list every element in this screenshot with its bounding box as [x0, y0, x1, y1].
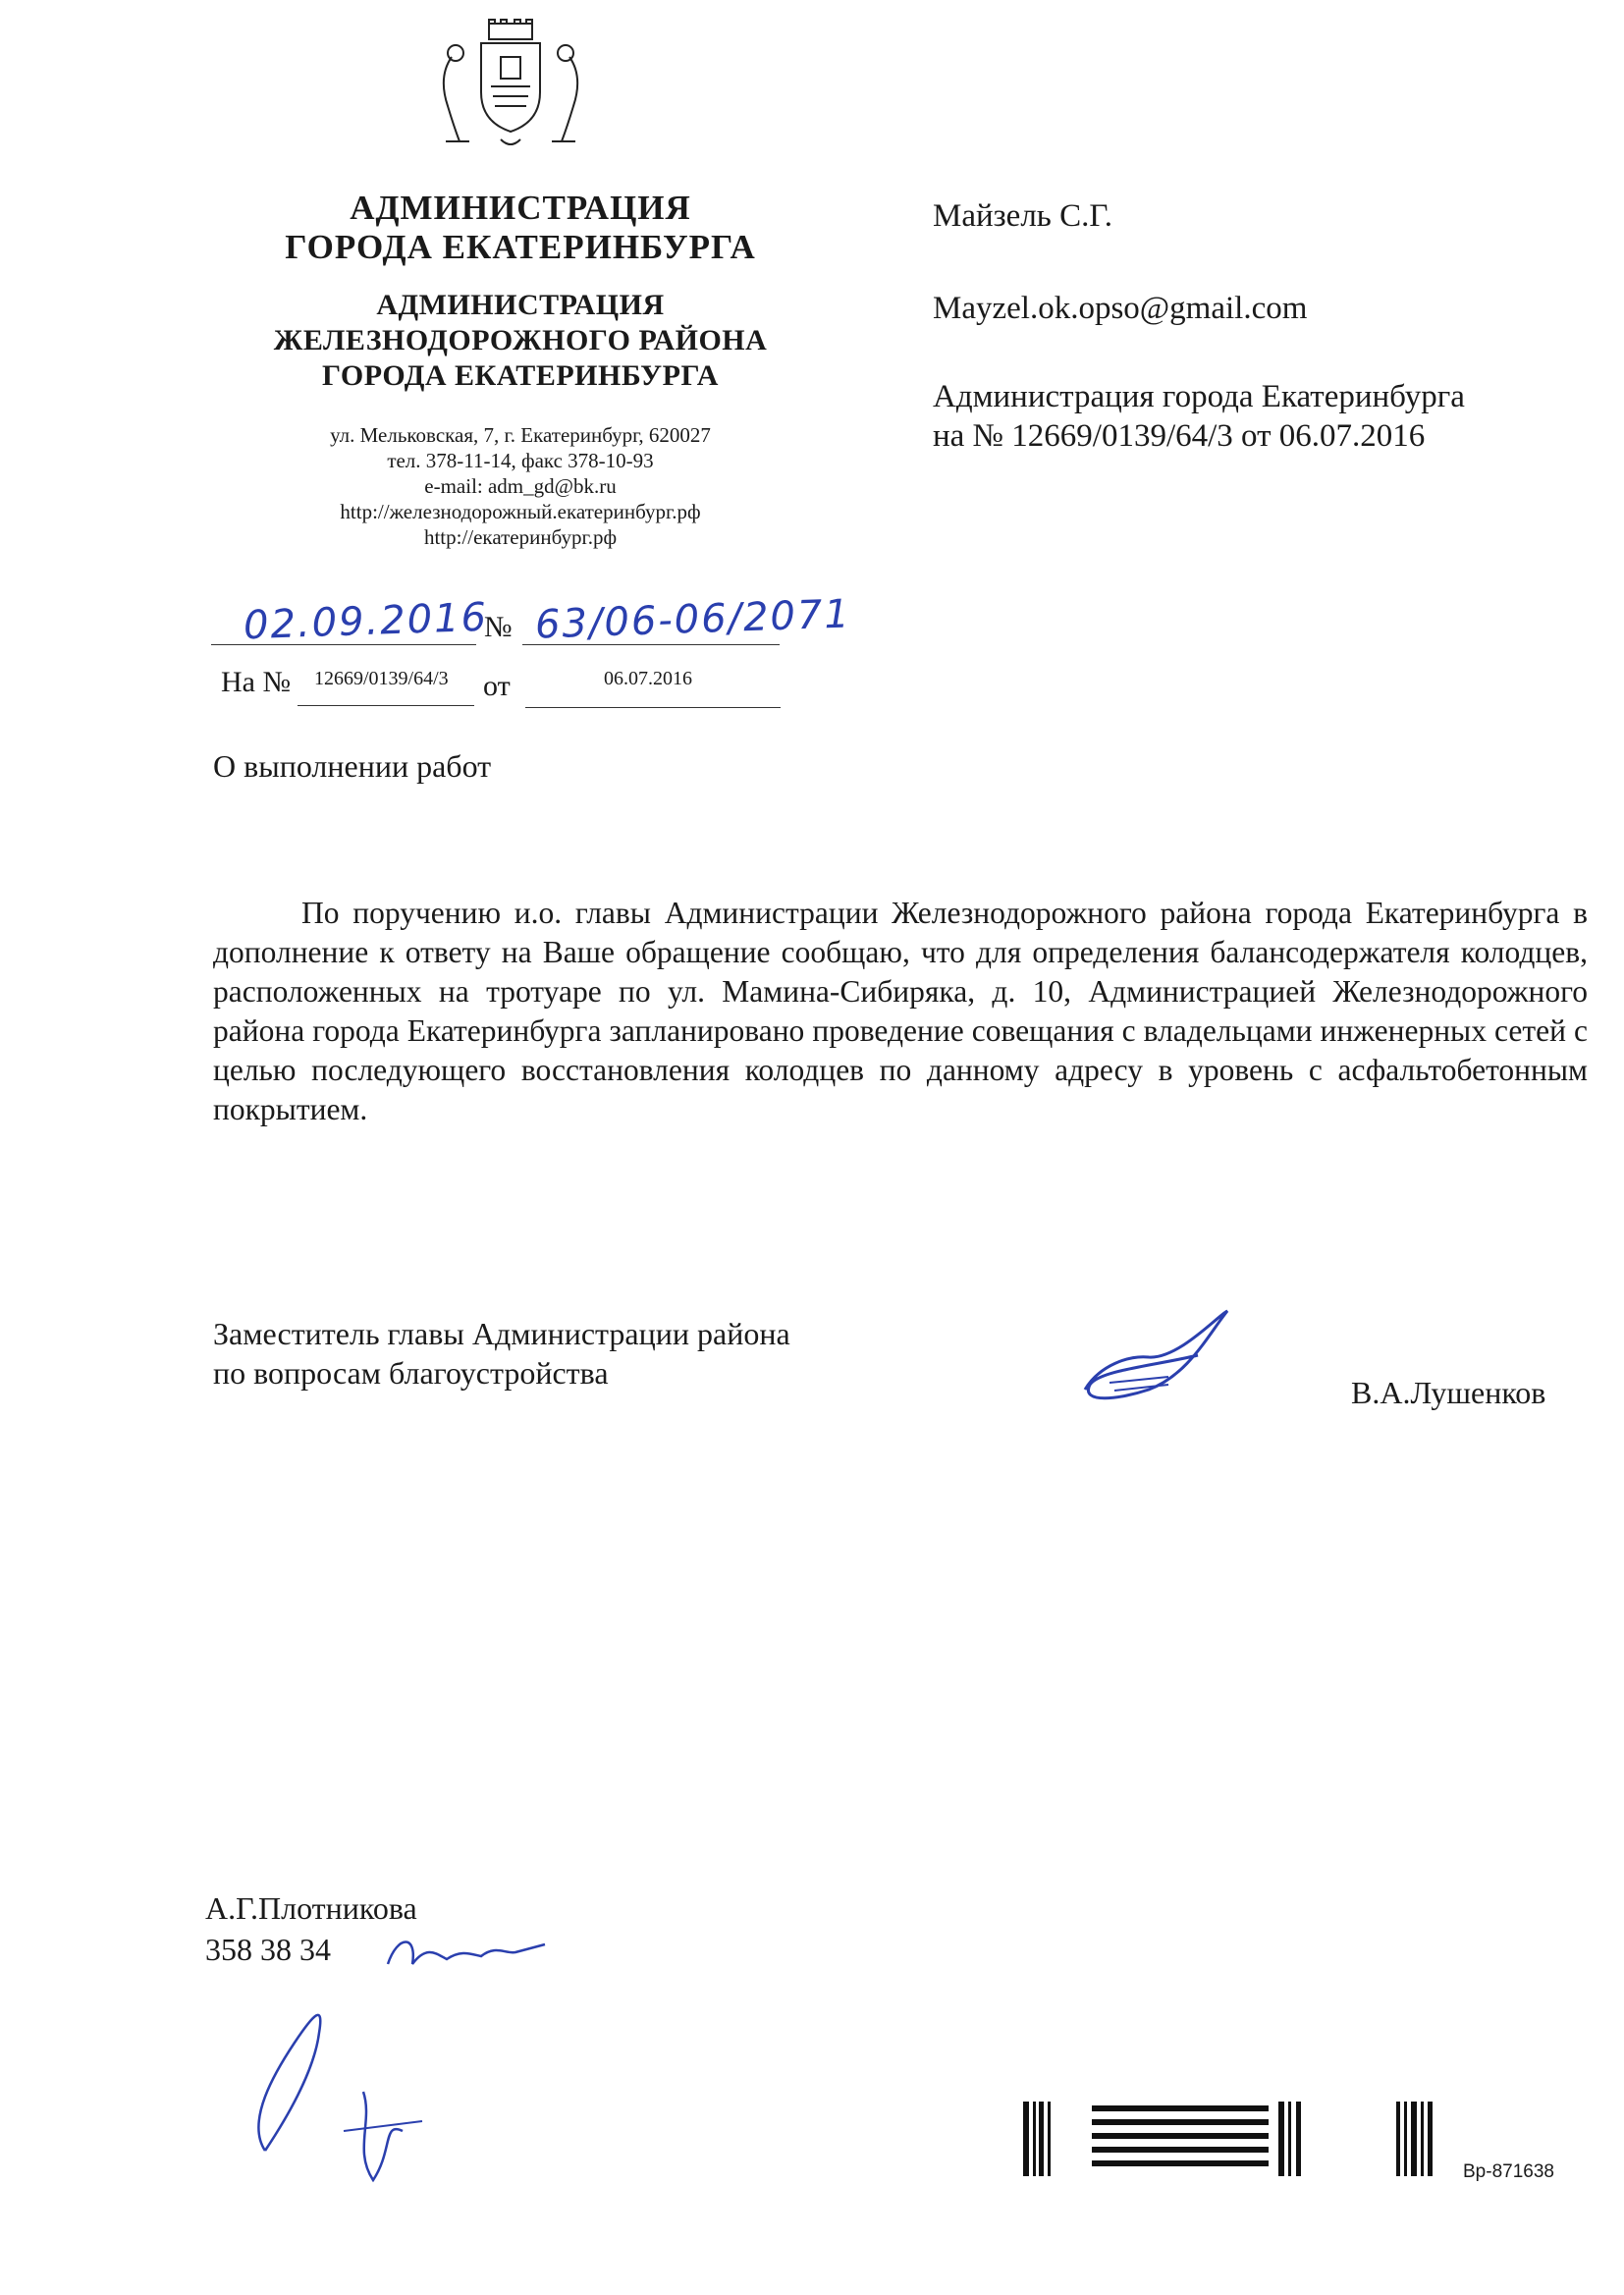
district-administration-heading [226, 288, 815, 394]
number-label: № [484, 611, 513, 643]
approval-signature [226, 1984, 452, 2200]
address: ул. Мельковская, 7, г. Екатеринбург, 620027 [330, 423, 711, 447]
date-underline [211, 644, 476, 645]
position-line: Заместитель главы Администрации района [213, 1316, 790, 1351]
letter-subject: О выполнении работ [213, 748, 492, 784]
website-city: http://екатеринбург.рф [423, 525, 618, 549]
executor-phone: 358 38 34 [205, 1932, 331, 1967]
heading-line: АДМИНИСТРАЦИЯ [350, 189, 691, 227]
in-reply-underline [298, 705, 474, 706]
executor-name: А.Г.Плотникова [205, 1890, 417, 1926]
heading-line: ГОРОДА ЕКАТЕРИНБУРГА [285, 228, 756, 266]
heading-line: ЖЕЛЕЗНОДОРОЖНОГО РАЙОНА [273, 324, 768, 356]
handwritten-date: 02.09.2016 [243, 594, 489, 649]
in-reply-label: На № [221, 666, 292, 698]
website-district: http://железнодорожный.екатеринбург.рф [340, 500, 701, 523]
heading-line: ГОРОДА ЕКАТЕРИНБУРГА [322, 359, 719, 392]
in-reply-number: 12669/0139/64/3 [314, 668, 449, 689]
contact-block [226, 422, 815, 550]
recipient-email: Mayzel.ok.opso@gmail.com [933, 291, 1308, 326]
heading-line: АДМИНИСТРАЦИЯ [376, 289, 665, 321]
reference-line: на № 12669/0139/64/3 от 06.07.2016 [933, 418, 1426, 454]
signatory-position [213, 1314, 790, 1393]
date-underline [525, 707, 781, 708]
phone-fax: тел. 378-11-14, факс 378-10-93 [387, 449, 654, 472]
document-barcode [1023, 2102, 1455, 2176]
document-code: Вр-871638 [1463, 2161, 1554, 2182]
recipient-name: Майзель С.Г. [933, 198, 1112, 234]
body-paragraph: По поручению и.о. главы Администрации Железнодорожного района города Екатеринбурга в дополнение к ответу на Ваше обращение сообщаю, что для определения балансодержателя колодцев, расположенных на тротуаре по ул. Мамина-Сибиряка, д. 10, Администрацией Железнодорожного района города Екатеринбурга запланировано проведение совещания с владельцами инженерных сетей с целью последующего восстановления колодцев по данному адресу в уровень с асфальтобетонным покрытием. [213, 896, 1588, 1126]
from-label: от [483, 670, 511, 702]
position-line: по вопросам благоустройства [213, 1355, 609, 1391]
in-reply-date: 06.07.2016 [604, 668, 692, 689]
number-underline [522, 644, 780, 645]
city-administration-heading [226, 189, 815, 267]
reference-line: Администрация города Екатеринбурга [933, 379, 1465, 414]
handwritten-signature [1070, 1296, 1237, 1414]
executor-initials-signature [378, 1925, 555, 1984]
coat-of-arms-emblem [432, 18, 589, 155]
email: e-mail: adm_gd@bk.ru [424, 474, 617, 498]
signatory-name: В.А.Лушенков [1351, 1375, 1546, 1410]
letter-body [213, 894, 1588, 1129]
recipient-reference [933, 377, 1465, 456]
handwritten-number: 63/06-06/2071 [534, 591, 852, 648]
